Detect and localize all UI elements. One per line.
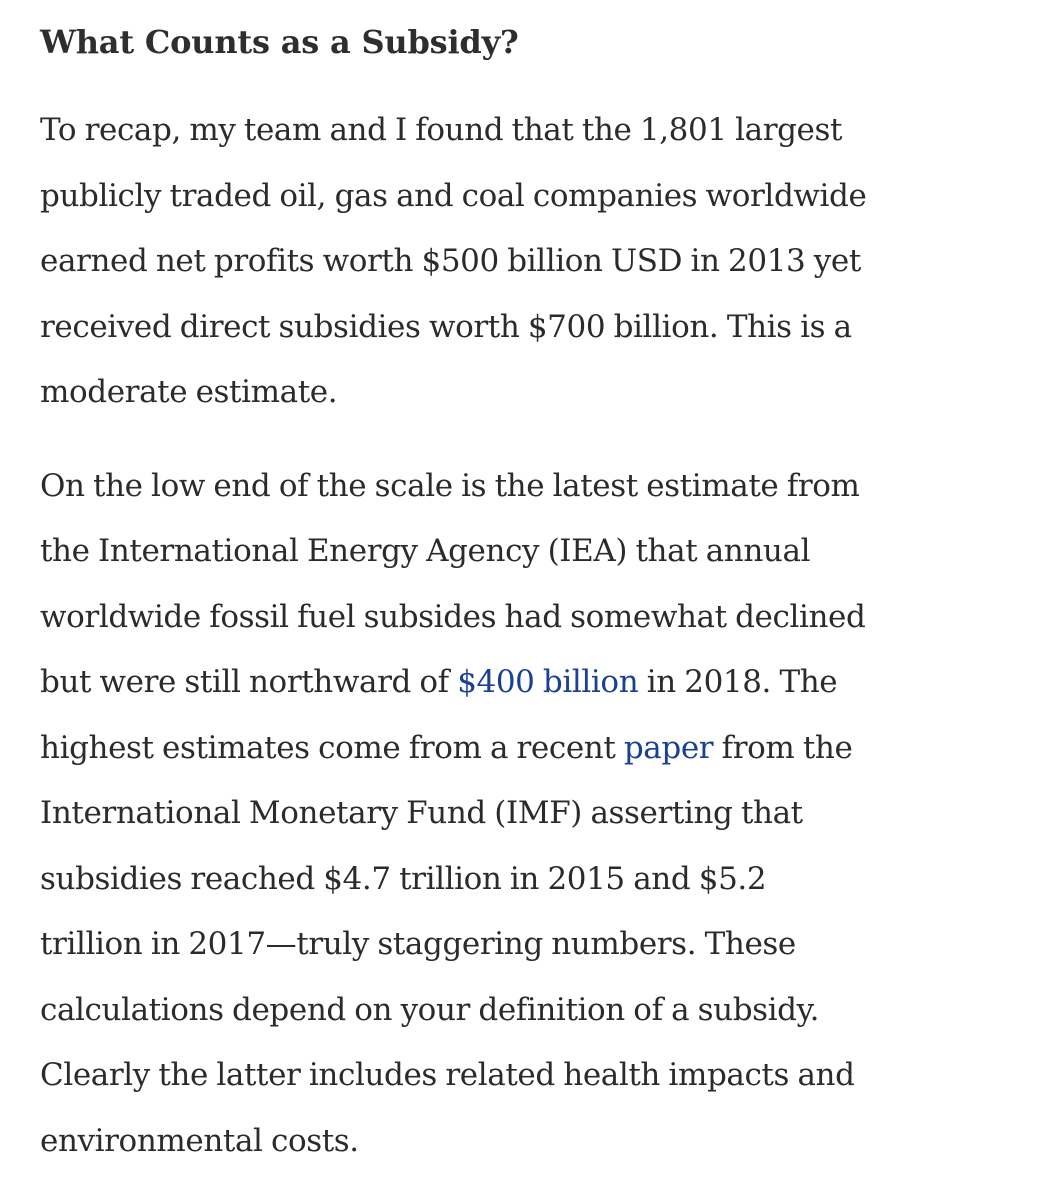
paragraph-line: subsidies reached $4.7 trillion in 2015 and $5.2 bbox=[40, 860, 767, 897]
line-text: from the bbox=[713, 729, 853, 766]
paragraph-line: Clearly the latter includes related health impacts and bbox=[40, 1057, 855, 1093]
paragraph-line bbox=[40, 650, 1015, 716]
paragraph-line bbox=[40, 716, 1015, 782]
paragraph-line: the International Energy Agency (IEA) that annual bbox=[40, 533, 811, 569]
article-body bbox=[40, 14, 1015, 1174]
iea-400-billion-link[interactable]: $400 billion bbox=[457, 664, 639, 700]
line-text: but were still northward of bbox=[40, 664, 458, 700]
paragraph-line: calculations depend on your definition of a subsidy. bbox=[40, 991, 820, 1028]
paragraph-line: To recap, my team and I found that the 1,801 largest bbox=[40, 112, 843, 148]
paragraph-estimates bbox=[40, 454, 1015, 1175]
paragraph-line: received direct subsidies worth $700 billion. This is a bbox=[40, 308, 852, 345]
paragraph-line: On the low end of the scale is the latest estimate from bbox=[40, 467, 860, 504]
paragraph-recap bbox=[40, 98, 1015, 426]
paragraph-line: moderate estimate. bbox=[40, 374, 338, 410]
paragraph-line: environmental costs. bbox=[40, 1122, 359, 1159]
line-text: highest estimates come from a recent bbox=[40, 729, 624, 766]
paragraph-line: earned net profits worth $500 billion USD in 2013 yet bbox=[40, 243, 861, 279]
paragraph-line: worldwide fossil fuel subsides had somewhat declined bbox=[40, 598, 866, 635]
paragraph-line: International Monetary Fund (IMF) asserting that bbox=[40, 795, 803, 831]
line-text: in 2018. The bbox=[638, 664, 838, 700]
imf-paper-link[interactable]: paper bbox=[623, 729, 714, 766]
paragraph-line: trillion in 2017—truly staggering numbers. These bbox=[40, 926, 796, 962]
paragraph-line: publicly traded oil, gas and coal companies worldwide bbox=[40, 177, 867, 214]
section-heading: What Counts as a Subsidy? bbox=[40, 23, 519, 61]
